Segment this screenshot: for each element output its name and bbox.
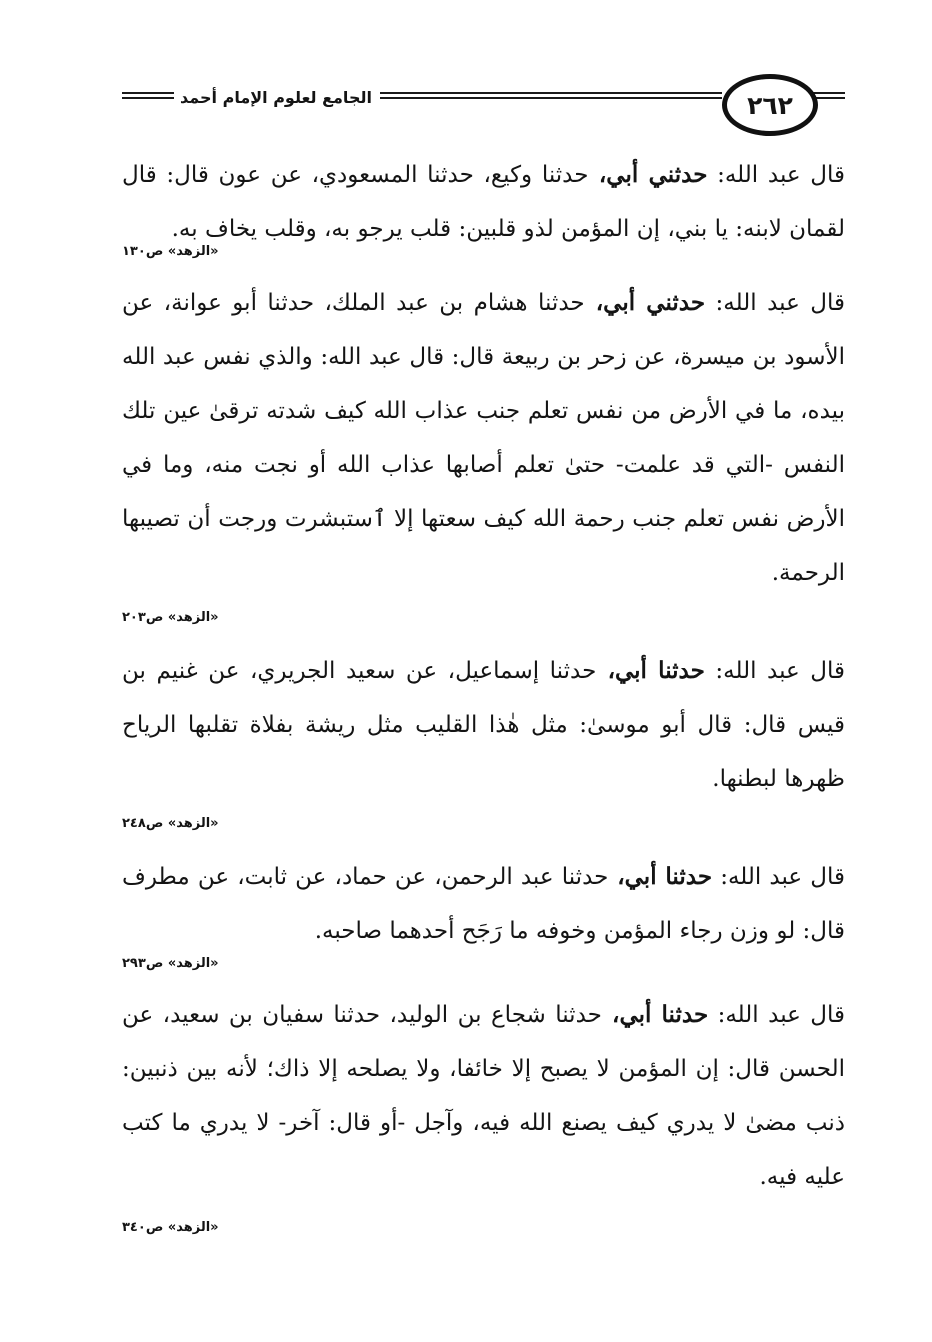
narration-chain-bold: حدثنا أبي،	[608, 863, 713, 890]
narration-chain-bold: حدثنا أبي،	[601, 1001, 709, 1028]
narration-text: حدثنا إسماعيل، عن سعيد الجريري، عن غنيم بن قيس قال: قال أبو موسىٰ: مثل هٰذا القليب مثل ريشة بفلاة تقلبها الرياح ظهرها لبطنها.	[122, 658, 845, 792]
header-rule	[812, 92, 845, 94]
hadith-paragraph	[122, 850, 845, 958]
narration-chain-bold: حدثني أبي،	[588, 161, 708, 188]
header-rule	[380, 97, 722, 99]
narration-text: حدثنا هشام بن عبد الملك، حدثنا أبو عوانة، عن الأسود بن ميسرة، عن زحر بن ربيعة قال: قال عبد الله: والذي نفس عبد الله بيده، ما في الأرض من نفس تعلم جنب عذاب الله كيف شدته ترقىٰ عين تلك النفس -التي قد علمت- حتىٰ تعلم أصابها عذاب الله أو نجت منه، وما في الأرض نفس تعلم جنب رحمة الله كيف سعتها إلا ٱستبشرت ورجت أن تصيبها الرحمة.	[122, 290, 845, 586]
source-reference: «الزهد» ص٢٠٣	[122, 610, 219, 625]
narration-prefix: قال عبد الله:	[705, 290, 845, 316]
narration-text: حدثنا عبد الرحمن، عن حماد، عن ثابت، عن مطرف قال: لو وزن رجاء المؤمن وخوفه ما رَجَح أحدهما صاحبه.	[122, 864, 845, 944]
source-reference: «الزهد» ص٢٤٨	[122, 816, 219, 831]
narration-text: حدثنا شجاع بن الوليد، حدثنا سفيان بن سعيد، عن الحسن قال: إن المؤمن لا يصبح إلا خائفا، ولا يصلحه إلا ذاك؛ لأنه بين ذنبين: ذنب مضىٰ لا يدري كيف يصنع الله فيه، وآجل -أو قال: آخر- لا يدري ما كتب عليه فيه.	[122, 1002, 845, 1190]
narration-prefix: قال عبد الله:	[712, 864, 845, 890]
source-reference: «الزهد» ص١٣٠	[122, 244, 219, 259]
page-body	[122, 148, 845, 1238]
narration-prefix: قال عبد الله:	[708, 1002, 845, 1028]
page-header	[0, 70, 932, 140]
narration-chain-bold: حدثني أبي،	[584, 289, 706, 316]
hadith-paragraph	[122, 644, 845, 806]
running-title: الجامع لعلوم الإمام أحمد	[180, 88, 372, 107]
header-rule	[122, 97, 174, 99]
hadith-paragraph	[122, 148, 845, 256]
source-reference: «الزهد» ص٢٩٣	[122, 956, 219, 971]
narration-prefix: قال عبد الله:	[707, 162, 846, 188]
narration-prefix: قال عبد الله:	[704, 658, 845, 684]
page-number: ٢٦٢	[747, 90, 793, 120]
header-rule	[380, 92, 722, 94]
narration-text: حدثنا وكيع، حدثنا المسعودي، عن عون قال: قال لقمان لابنه: يا بني، إن المؤمن لذو قلبين: قلب يرجو به، وقلب يخاف به.	[122, 162, 845, 242]
narration-chain-bold: حدثنا أبي،	[596, 657, 705, 684]
hadith-paragraph	[122, 988, 845, 1204]
page-number-badge	[722, 74, 818, 136]
hadith-paragraph	[122, 276, 845, 600]
header-rule	[122, 92, 174, 94]
source-reference: «الزهد» ص٣٤٠	[122, 1220, 219, 1235]
